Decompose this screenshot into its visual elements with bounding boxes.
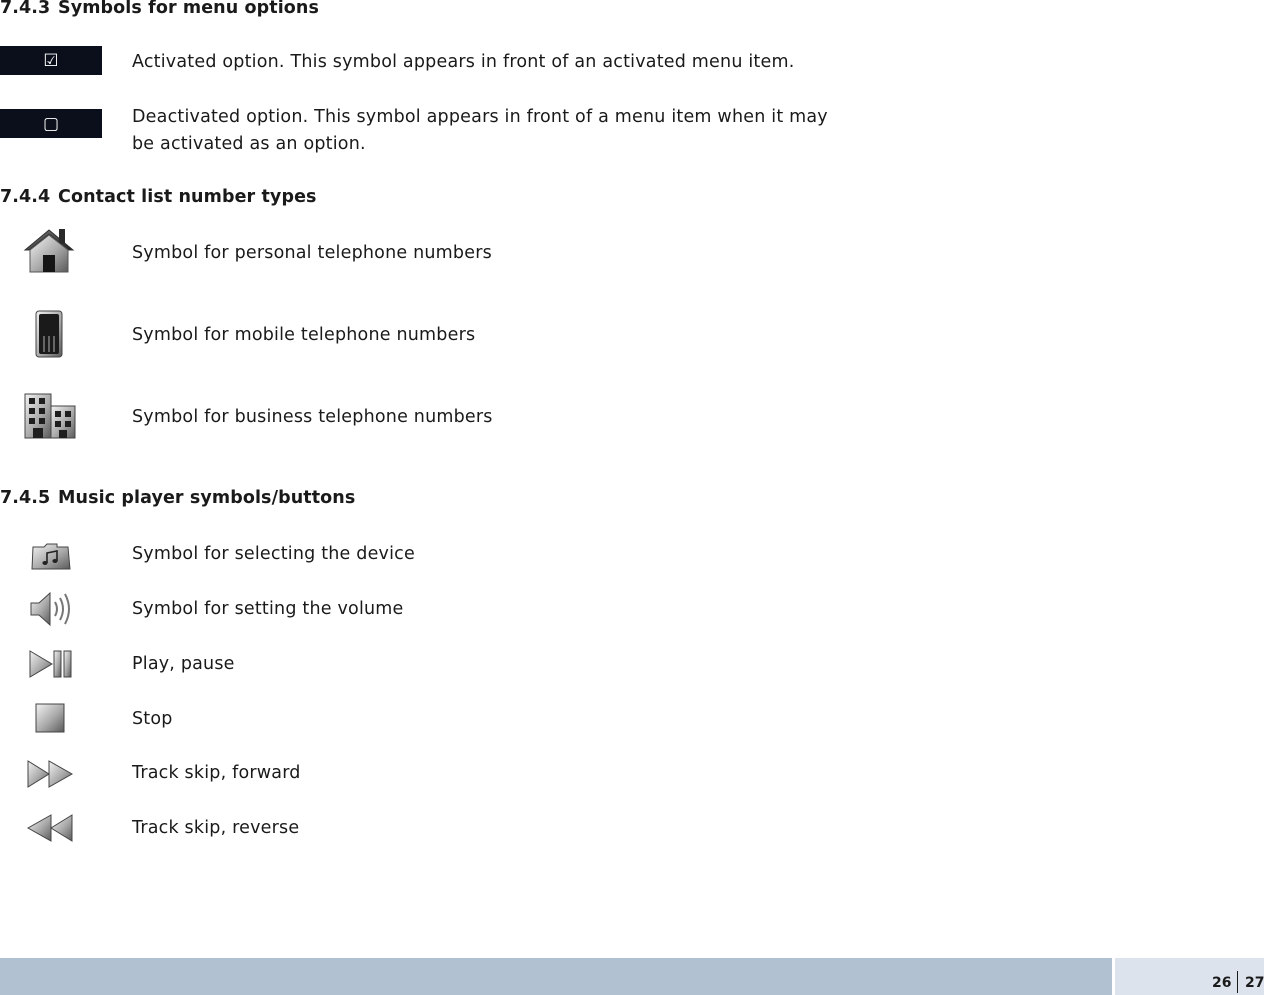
checkbox-unchecked-icon: ▢ [42,113,60,134]
checkbox-checked-icon: ☑ [43,50,59,71]
footer-page-area [1115,958,1264,995]
deactivated-option-description-line2: be activated as an option. [132,134,366,154]
activated-option-symbol [0,46,102,75]
office-building-icon [22,392,78,440]
stop-icon [34,702,66,734]
footer-bar [0,958,1112,995]
skip-forward-description: Track skip, forward [132,763,301,783]
music-folder-icon [30,541,72,571]
personal-number-description: Symbol for personal telephone numbers [132,243,492,263]
play-pause-icon [28,649,74,679]
skip-forward-icon [26,759,74,789]
mobile-number-description: Symbol for mobile telephone numbers [132,325,476,345]
play-pause-description: Play, pause [132,654,235,674]
section-heading-music-player [0,488,355,508]
skip-reverse-icon [26,813,74,843]
page-number-right: 27 [1245,975,1264,991]
mobile-phone-icon [34,310,64,358]
volume-description: Symbol for setting the volume [132,599,404,619]
section-number: 7.4.5 [0,488,51,508]
house-icon [22,226,76,276]
skip-reverse-description: Track skip, reverse [132,818,300,838]
page-number-divider [1237,971,1238,993]
section-title: Contact list number types [58,187,317,207]
select-device-description: Symbol for selecting the device [132,544,415,564]
business-number-description: Symbol for business telephone numbers [132,407,493,427]
section-heading-contact-types [0,187,317,207]
section-title: Symbols for menu options [58,0,319,18]
section-number: 7.4.4 [0,187,51,207]
page-number-left: 26 [1212,975,1232,991]
deactivated-option-symbol [0,109,102,138]
activated-option-description: Activated option. This symbol appears in front of an activated menu item. [132,52,795,72]
section-number: 7.4.3 [0,0,51,18]
speaker-volume-icon [28,590,74,628]
stop-description: Stop [132,709,173,729]
deactivated-option-description-line1: Deactivated option. This symbol appears in front of a menu item when it may [132,107,828,127]
section-title: Music player symbols/buttons [58,488,356,508]
section-heading-menu-options [0,0,319,18]
